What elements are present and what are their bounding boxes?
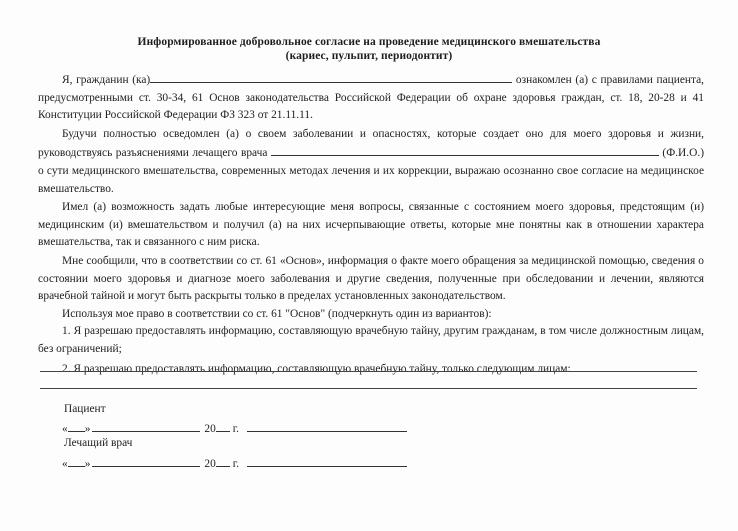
doctor-signature-row [62, 455, 407, 471]
patient-day-field[interactable] [68, 420, 85, 432]
doctor-text: Будучи полностью осведомлен (а) о своем заболевании и опасностях, которые создает оно для моего здоровья и жизни, руководствуясь разъяснениями лечащего врача [38, 127, 704, 160]
patient-label: Пациент [64, 403, 106, 415]
year-prefix: 20 [204, 423, 216, 435]
year-suffix: г. [232, 458, 240, 470]
paragraph-citizen [38, 70, 704, 125]
year-prefix: 20 [204, 458, 216, 470]
year-suffix: г. [232, 423, 240, 435]
paragraph-choice: Используя мое право в соответствии со ст. 61 "Основ" (подчеркнуть один из вариантов): [62, 307, 492, 320]
option-1[interactable]: 1. Я разрешаю предоставлять информацию, составляющую врачебную тайну, другим гражданам, в том числе должностным лицам, без ограничений; [38, 325, 704, 355]
patient-signature-field[interactable] [247, 420, 407, 432]
form-subtitle: (кариес, пульпит, периодонтит) [285, 50, 453, 62]
doctor-year-field[interactable] [216, 455, 230, 467]
day-quote-open: « [62, 458, 68, 470]
doctor-day-field[interactable] [68, 455, 85, 467]
citizen-text: ознакомлен (а) с правилами пациента, предусмотренными ст. 30-34, 61 Основ законодательства Российской Федерации об охране здоровья граждан, ст. 18, 20-28 и 41 Конституции Российской Федерации ФЗ 323 от 21.11.11. [38, 74, 704, 122]
persons-field[interactable] [574, 359, 682, 372]
citizen-name-field[interactable] [150, 70, 512, 83]
day-quote-open: « [62, 423, 68, 435]
option-2[interactable] [38, 359, 704, 379]
doctor-label: Лечащий врач [64, 437, 133, 449]
doctor-name-field[interactable] [271, 143, 659, 156]
citizen-label: Я, гражданин (ка) [62, 74, 151, 86]
paragraph-questions: Имел (а) возможность задать любые интересующие меня вопросы, связанные с состоянием моего здоровья, предстоящим (и) медицинским (и) вмешательством и получил (а) на них исчерпывающие ответы, которые мне понятны как в отношении характера вмешательства, так и связанного с ним риска. [38, 201, 704, 249]
form-title: Информированное добровольное согласие на проведение медицинского вмешательства [137, 36, 601, 48]
doctor-month-field[interactable] [92, 455, 200, 467]
paragraph-doctor [38, 126, 704, 198]
doctor-text-cont: (Ф.И.О.) о сути медицинского вмешательства, современных методах лечения и их коррекции, выражаю осознанно свое согласие на медицинское вмешательство. [38, 147, 704, 195]
day-quote-close: » [84, 458, 91, 470]
form-body [38, 70, 704, 378]
persons-line-2[interactable] [40, 388, 697, 389]
patient-signature-row [62, 420, 407, 436]
option-2-text: 2. Я разрешаю предоставлять информацию, составляющую врачебную тайну, только следующим лицам: [62, 362, 571, 375]
day-quote-close: » [84, 423, 91, 435]
paragraph-confidentiality: Мне сообщили, что в соответствии со ст. 61 «Основ», информация о факте моего обращения за медицинской помощью, сведения о состоянии моего здоровья и диагнозе моего заболевания и другие сведения, полученные при обследовании и лечении, являются врачебной тайной и могут быть раскрыты только в пределах установленных законодательством. [38, 254, 704, 303]
patient-month-field[interactable] [92, 420, 200, 432]
persons-line-1[interactable] [40, 371, 697, 372]
patient-year-field[interactable] [216, 420, 230, 432]
doctor-signature-field[interactable] [247, 455, 407, 467]
